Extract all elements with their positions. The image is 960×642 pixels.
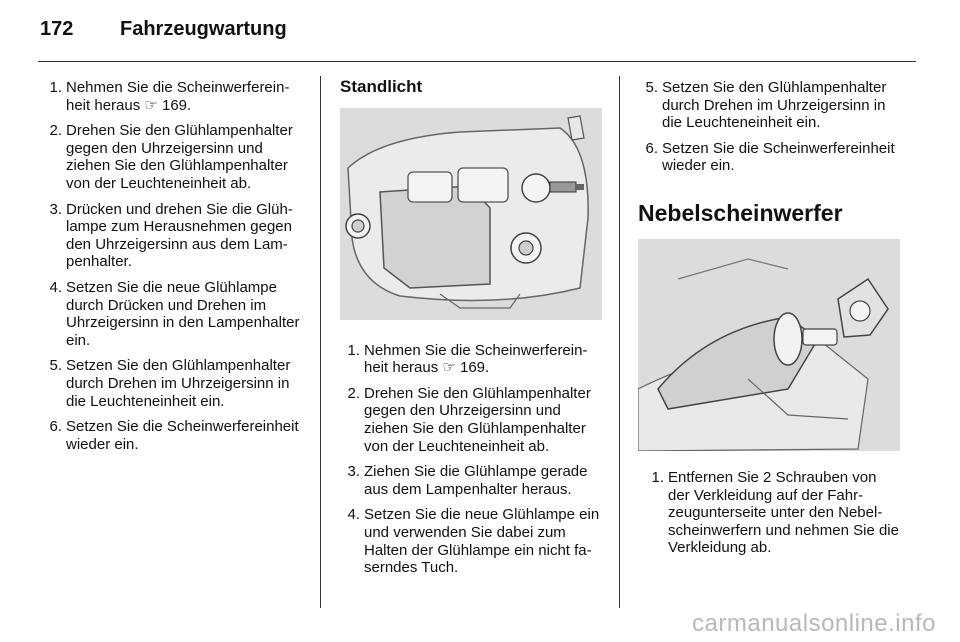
list-item: 1. Nehmen Sie die Scheinwerfereinheit heraus ☞ 169.	[49, 79, 290, 114]
headlamp-illustration	[340, 108, 602, 320]
headlamp-steps-list	[42, 79, 306, 453]
list-item: 4. Setzen Sie die neue Glühlampe ein und verwenden Sie dabei zum Halten der Glühlampe ein nicht faserndes Tuch.	[347, 506, 600, 577]
column-3	[638, 79, 902, 565]
header-divider	[38, 61, 916, 62]
page-title: Fahrzeugwartung	[120, 18, 287, 40]
headlamp-steps-continued-list	[638, 79, 902, 175]
list-item: 6. Setzen Sie die Scheinwerfereinheit wieder ein.	[645, 139, 895, 175]
fog-lamp-drawing	[638, 239, 900, 451]
list-item: 2. Drehen Sie den Glühlampenhalter gegen den Uhrzeigersinn und ziehen Sie den Glühlampenhalter von der Leuchteneinheit ab.	[347, 384, 591, 455]
column-divider-2	[619, 76, 620, 608]
list-item: 1. Nehmen Sie die Scheinwerfereinheit heraus ☞ 169.	[347, 341, 588, 377]
page-header	[40, 18, 287, 48]
list-item: 1. Entfernen Sie 2 Schrauben von der Verkleidung auf der Fahrzeugunterseite unter den Nebelscheinwerfern und nehmen Sie die Verkleidung ab.	[651, 468, 899, 557]
list-item: 4. Setzen Sie die neue Glühlampe durch Drücken und Drehen im Uhrzeigersinn in den Lampenhalter ein.	[49, 278, 300, 349]
headlamp-drawing	[340, 108, 602, 320]
list-item: 2. Drehen Sie den Glühlampenhalter gegen den Uhrzeigersinn und ziehen Sie den Glühlampenhalter von der Leuchteneinheit ab.	[49, 122, 293, 192]
list-item: 3. Ziehen Sie die Glühlampe gerade aus dem Lampenhalter heraus.	[347, 463, 588, 498]
column-divider-1	[320, 76, 321, 608]
section-heading-standlicht: Standlicht	[340, 77, 423, 96]
fog-lamp-steps-list	[638, 469, 902, 557]
column-2	[340, 78, 604, 585]
watermark: carmanualsonline.info	[692, 610, 936, 637]
list-item: 5. Setzen Sie den Glühlampenhalter durch Drehen im Uhrzeigersinn in die Leuchteneinheit ein.	[49, 357, 291, 410]
column-1	[42, 79, 306, 461]
section-heading-nebelscheinwerfer: Nebelscheinwerfer	[638, 199, 843, 226]
list-item: 5. Setzen Sie den Glühlampenhalter durch Drehen im Uhrzeigersinn in die Leuchteneinheit ein.	[645, 79, 887, 132]
list-item: 6. Setzen Sie die Scheinwerfereinheit wieder ein.	[49, 418, 299, 453]
page-number: 172	[40, 18, 74, 40]
list-item: 3. Drücken und drehen Sie die Glühlampe zum Herausnehmen gegen den Uhrzeigersinn aus dem Lampenhalter.	[49, 200, 293, 271]
fog-lamp-illustration	[638, 239, 900, 451]
standlicht-steps-list	[340, 342, 604, 577]
